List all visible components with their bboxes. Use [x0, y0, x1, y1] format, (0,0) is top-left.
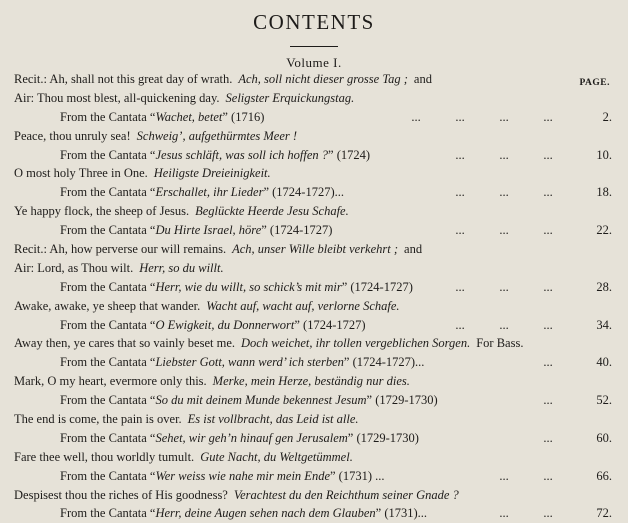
german-title: Wacht auf, wacht auf, verlorne Schafe. [206, 298, 400, 313]
source-prefix: From the Cantata “ [60, 223, 156, 238]
source-line [14, 278, 614, 297]
leader-dots: ... [543, 430, 553, 445]
entry-line [14, 127, 614, 146]
leader-dots: ... [543, 355, 553, 370]
entry-line [14, 372, 614, 391]
dot-leader [526, 353, 570, 372]
source-prefix: From the Cantata “ [60, 430, 156, 445]
leader-dots: ... [543, 109, 553, 124]
source-line [14, 221, 614, 240]
page-number: 34. [596, 317, 612, 332]
source-date: ” (1724-1727) [294, 317, 366, 332]
english-title: Mark, O my heart, evermore only this. [14, 374, 207, 389]
leader-dots: ... [499, 468, 509, 483]
page-number: 2. [602, 109, 612, 124]
german-title: Beglückte Heerde Jesu Schafe. [195, 204, 349, 219]
entry-line [14, 70, 614, 89]
page-number: 72. [596, 506, 612, 521]
english-title: Ye happy flock, the sheep of Jesus. [14, 204, 190, 219]
entry-line [14, 89, 614, 108]
german-title: Seligster Erquickungstag. [225, 90, 355, 105]
source-prefix: From the Cantata “ [60, 506, 156, 521]
english-title: O most holy Three in One. [14, 166, 148, 181]
page-number: 52. [596, 393, 612, 408]
source-date: ” (1729-1730) [347, 430, 419, 445]
cantata-title: Jesus schläft, was soll ich hoffen ? [155, 147, 329, 162]
english-title: Air: Thou most blest, all-quickening day. [14, 90, 220, 105]
cantata-title: Herr, deine Augen sehen nach dem Glauben [155, 506, 376, 521]
dot-leader [438, 183, 570, 202]
source-line [14, 146, 614, 165]
leader-dots: ... [499, 223, 509, 238]
english-title: Away then, ye cares that so vainly beset me. [14, 336, 236, 351]
cantata-title: Wer weiss wie nahe mir mein Ende [155, 468, 330, 483]
leader-dots: ... [499, 317, 509, 332]
page-number: 22. [596, 223, 612, 238]
source-prefix: From the Cantata “ [60, 109, 156, 124]
source-prefix: From the Cantata “ [60, 147, 156, 162]
entry-line [14, 164, 614, 183]
leader-dots: ... [499, 185, 509, 200]
leader-dots: ... [455, 185, 465, 200]
entry-note: and [404, 242, 423, 257]
cantata-title: Du Hirte Israel, höre [155, 223, 262, 238]
english-title: Fare thee well, thou worldly tumult. [14, 449, 195, 464]
source-date: ” (1731)... [375, 506, 428, 521]
source-prefix: From the Cantata “ [60, 355, 156, 370]
source-prefix: From the Cantata “ [60, 468, 156, 483]
leader-dots: ... [543, 185, 553, 200]
leader-dots: ... [499, 147, 509, 162]
cantata-title: O Ewigkeit, du Donnerwort [155, 317, 295, 332]
leader-dots: ... [411, 109, 421, 124]
source-line [14, 353, 614, 372]
german-title: Herr, so du willt. [139, 260, 224, 275]
title-rule [290, 46, 338, 47]
page-column-label: PAGE. [579, 78, 610, 88]
cantata-title: Liebster Gott, wann werd’ ich sterben [155, 355, 344, 370]
german-title: Es ist vollbracht, das Leid ist alle. [187, 412, 359, 427]
source-date: ” (1724) [328, 147, 371, 162]
source-date: ” (1724-1727) [341, 279, 413, 294]
entry-line [14, 334, 614, 353]
german-title: Doch weichet, ihr tollen vergeblichen Sorgen. [241, 336, 471, 351]
leader-dots: ... [543, 468, 553, 483]
english-title: Recit.: Ah, shall not this great day of wrath. [14, 72, 233, 86]
leader-dots: ... [455, 279, 465, 294]
source-date: ” (1716) [222, 109, 265, 124]
leader-dots: ... [543, 147, 553, 162]
german-title: Ach, unser Wille bleibt verkehrt ; [232, 242, 399, 257]
english-title: Recit.: Ah, how perverse our will remains. [14, 242, 227, 257]
english-title: Despisest thou the riches of His goodness? [14, 487, 228, 502]
english-title: Air: Lord, as Thou wilt. [14, 260, 134, 275]
german-title: Schweig’, aufgethürmtes Meer ! [136, 128, 298, 143]
entry-line [14, 259, 614, 278]
german-title: Merke, mein Herze, beständig nur dies. [212, 374, 410, 389]
cantata-title: Erschallet, ihr Lieder [155, 185, 264, 200]
source-prefix: From the Cantata “ [60, 185, 156, 200]
leader-dots: ... [543, 279, 553, 294]
source-line [14, 391, 614, 410]
leader-dots: ... [455, 147, 465, 162]
dot-leader [482, 504, 570, 523]
volume-heading: Volume I. [286, 55, 342, 70]
source-line [14, 183, 614, 202]
leader-dots: ... [499, 109, 509, 124]
entry-line [14, 297, 614, 316]
cantata-title: So du mit deinem Munde bekennest Jesum [155, 393, 367, 408]
source-line [14, 108, 614, 127]
leader-dots: ... [499, 279, 509, 294]
dot-leader [526, 391, 570, 410]
source-prefix: From the Cantata “ [60, 317, 156, 332]
dot-leader [526, 429, 570, 448]
page-number: 40. [596, 355, 612, 370]
contents-list [14, 70, 614, 523]
entry-note: For Bass. [476, 336, 524, 351]
english-title: Peace, thou unruly sea! [14, 128, 131, 143]
english-title: The end is come, the pain is over. [14, 412, 182, 427]
source-date: ” (1731) ... [330, 468, 385, 483]
english-title: Awake, awake, ye sheep that wander. [14, 298, 201, 313]
page-number: 60. [596, 430, 612, 445]
entry-line [14, 410, 614, 429]
dot-leader [438, 221, 570, 240]
page-number: 28. [596, 279, 612, 294]
source-line [14, 504, 614, 523]
entry-line [14, 486, 614, 505]
cantata-title: Wachet, betet [155, 109, 223, 124]
dot-leader [438, 278, 570, 297]
leader-dots: ... [543, 223, 553, 238]
leader-dots: ... [455, 317, 465, 332]
leader-dots: ... [543, 393, 553, 408]
source-date: ” (1729-1730) [366, 393, 438, 408]
leader-dots: ... [455, 109, 465, 124]
entry-line [14, 240, 614, 259]
source-date: ” (1724-1727)... [263, 185, 344, 200]
source-prefix: From the Cantata “ [60, 279, 156, 294]
dot-leader [438, 146, 570, 165]
cantata-title: Sehet, wir geh’n hinauf gen Jerusalem [155, 430, 348, 445]
entry-line [14, 202, 614, 221]
source-line [14, 429, 614, 448]
cantata-title: Herr, wie du willt, so schick’s mit mir [155, 279, 342, 294]
german-title: Verachtest du den Reichthum seiner Gnade ? [233, 487, 459, 502]
page-number: 18. [596, 185, 612, 200]
german-title: Gute Nacht, du Weltgetümmel. [200, 449, 353, 464]
entry-line [14, 448, 614, 467]
entry-note: and [413, 72, 432, 86]
dot-leader [482, 467, 570, 486]
source-line [14, 316, 614, 335]
leader-dots: ... [499, 506, 509, 521]
dot-leader [394, 108, 570, 127]
page-number: 10. [596, 147, 612, 162]
dot-leader [438, 316, 570, 335]
german-title: Ach, soll nicht dieser grosse Tag ; [238, 72, 408, 86]
source-date: ” (1724-1727) [261, 223, 333, 238]
page-title: CONTENTS [253, 10, 375, 34]
source-date: ” (1724-1727)... [343, 355, 425, 370]
page-number: 66. [596, 468, 612, 483]
leader-dots: ... [543, 506, 553, 521]
source-line [14, 467, 614, 486]
leader-dots: ... [543, 317, 553, 332]
leader-dots: ... [455, 223, 465, 238]
german-title: Heiligste Dreieinigkeit. [153, 166, 271, 181]
source-prefix: From the Cantata “ [60, 393, 156, 408]
